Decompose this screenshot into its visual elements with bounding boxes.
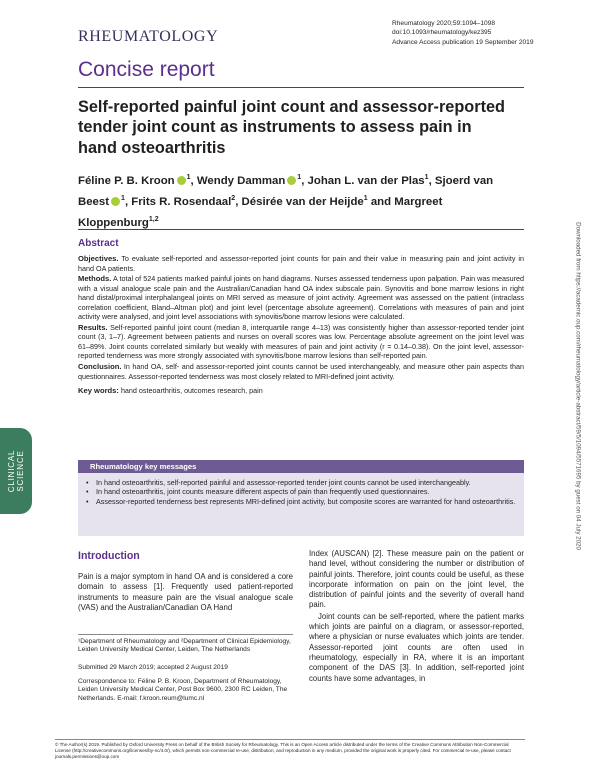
- article-title: Self-reported painful joint count and assessor-reported tender joint count as instruments to assess pain in hand osteoarthritis: [78, 98, 505, 157]
- orcid-icon[interactable]: [177, 176, 186, 185]
- author-affiliation-marker: 1: [186, 174, 191, 181]
- side-tab-line: SCIENCE: [16, 450, 25, 492]
- author-name: Margreet Kloppenburg: [78, 195, 443, 229]
- abstract-body: [78, 254, 524, 397]
- key-messages-list: [86, 478, 518, 506]
- body-paragraph: Joint counts can be self-reported, where the patient marks which joints are painful on a diagram, or assessor-reported, where a physician or nurse evaluates which joints are tender. Assessor-reported joint counts are often used in rheumatology, especially in RA, where it is an important component of the DAS [3]. In addition, self-reported joint counts have some advantages, in: [309, 611, 524, 683]
- abstract-text: To evaluate self-reported and assessor-reported joint counts for pain and their value in measuring pain and joint activity in hand OA patients.: [78, 254, 524, 273]
- author-name: Féline P. B. Kroon: [78, 174, 175, 187]
- author-affiliation-marker: 1: [121, 195, 125, 202]
- abstract-methods: [78, 274, 524, 322]
- abstract-results: [78, 323, 524, 361]
- abstract-label: Methods.: [78, 274, 112, 284]
- body-paragraph: Index (AUSCAN) [2]. These measure pain on the patient or hand level, without considering the number or distribution of painful joints. Therefore, joint counts could be useful, as these incorporate information on pain on the joint level, the distribution of painful joints and the severity of overall hand pain.: [309, 549, 524, 610]
- keywords-text: hand osteoarthritis, outcomes research, pain: [120, 386, 263, 396]
- abstract-text: In hand OA, self- and assessor-reported joint counts cannot be used interchangeably, and measure other pain aspects than questionnaires. Assessor-reported tenderness was most closely related to MRI-defined joint activity.: [78, 362, 524, 381]
- orcid-icon[interactable]: [287, 176, 296, 185]
- abstract-label: Results.: [78, 322, 108, 332]
- orcid-icon[interactable]: [111, 197, 120, 206]
- footer-divider: [55, 739, 525, 740]
- journal-logo: RHEUMATOLOGY: [78, 28, 219, 45]
- footnote-divider: [78, 634, 293, 635]
- doi-link[interactable]: doi:10.1093/rheumatology/kez395: [392, 29, 492, 37]
- author-name: Frits R. Rosendaal: [131, 195, 232, 208]
- key-message-item: • In hand osteoarthritis, joint counts measure different aspects of pain than frequently used questionnaires.: [86, 487, 518, 496]
- key-message-item: • In hand osteoarthritis, self-reported painful and assessor-reported tender joint counts cannot be used interchangeably.: [86, 478, 518, 487]
- author-list: Féline P. B. Kroon $^1$, Wendy Damman $^1$, Johan L. van der Plas$^1$, Sjoerd van Beest $^1$, Frits R. Rosendaal$^2$, Désirée van der Heijde$^1$ and Margreet Kloppenburg$^{1,2}$: [78, 174, 494, 229]
- divider: [78, 229, 524, 230]
- key-message-item: • Assessor-reported tenderness best represents MRI-defined joint activity, but composite scores are warranted for hand osteoarthritis.: [86, 497, 518, 506]
- submission-dates: Submitted 29 March 2019; accepted 2 August 2019: [78, 664, 228, 671]
- key-messages-header: [78, 460, 524, 473]
- correspondence-footnote: Correspondence to: Féline P. B. Kroon, Department of Rheumatology, Leiden University Medical Center, Post Box 9600, 2300 RC Leiden, The Netherlands. E-mail: f.kroon.reum@lumc.nl: [78, 678, 288, 702]
- author-name: Désirée van der Heijde: [241, 195, 364, 208]
- abstract-text: A total of 524 patients marked painful joints on hand diagrams. Nurses assessed tenderness upon palpation. Pain was measured with a visual analogue scale pain and the Australian/Canadian hand OA index subscale pain. Synovitis and bone marrow lesions in right hand distal/proximal interphalangeal joints on MRI served as measure of joint activity. Agreement was assessed on the patient (intraclass correlation coefficient, Bland–Altman plot) and joint level (percentage absolute agreement). Correlations with measures of pain and joint activity were analysed, and joint level associations with synovitis/bone marrow lesions were calculated.: [78, 274, 524, 322]
- citation-line: Rheumatology 2020;59:1094–1098: [392, 20, 496, 27]
- clinical-science-tab: [0, 428, 32, 514]
- abstract-label: Objectives.: [78, 254, 119, 263]
- author-name: Sjoerd van Beest: [78, 174, 494, 208]
- introduction-heading: Introduction: [78, 550, 140, 562]
- abstract-conclusion: [78, 362, 524, 381]
- author-affiliation-marker: 2: [231, 195, 236, 202]
- keywords: [78, 386, 524, 396]
- abstract-heading: Abstract: [78, 238, 119, 249]
- key-messages-title: Rheumatology key messages: [90, 462, 197, 471]
- author-affiliation-marker: 1: [424, 174, 429, 181]
- side-tab-line: CLINICAL: [7, 449, 16, 493]
- author-name: Johan L. van der Plas: [307, 174, 425, 187]
- key-messages-box: [78, 460, 524, 536]
- download-watermark: Downloaded from https://academic.oup.com/rheumatology/article-abstract/59/5/1094/5571695 by guest on 04 July 2020: [574, 222, 582, 550]
- author-affiliation-marker: 1: [297, 174, 302, 181]
- citation-line: Advance Access publication 19 September 2019: [392, 38, 534, 46]
- introduction-column-left: [78, 572, 293, 613]
- copyright-notice: © The Author(s) 2019. Published by Oxford University Press on behalf of the British Society for Rheumatology. This is an Open Access article distributed under the terms of the Creative Commons Attribution Non-Commercial License (http://creativecommons.org/licenses/by-nc/4.0/), which permits non-commercial re-use, distribution, and reproduction in any medium, provided the original work is properly cited. For commercial re-use, please contact journals.permissions@oup.com: [55, 742, 511, 759]
- author-name: Wendy Damman: [196, 174, 286, 187]
- abstract-objectives: [78, 254, 524, 273]
- section-type: Concise report: [78, 58, 215, 81]
- introduction-column-right: [309, 549, 524, 684]
- author-affiliation-marker: 1: [363, 195, 368, 202]
- affiliation-footnote: ¹Department of Rheumatology and ²Department of Clinical Epidemiology, Leiden University Medical Center, Leiden, The Netherlands: [78, 638, 291, 654]
- keywords-label: Key words:: [78, 386, 119, 396]
- abstract-text: Self-reported painful joint count (median 8, interquartile range 4–13) was consistently higher than assessor-reported tender joint count (3, 1–7). Agreement between patients and nurses on overall scores was low. Percentage absolute agreement on the joint level was 61–89%. Joint counts correlated similarly but weakly with measures of pain and joint activity (r = 0.14–0.38). On the joint level, assessor-reported tenderness was more strongly associated with synovitis/bone marrow lesions than self-reported pain.: [78, 322, 524, 361]
- author-affiliation-marker: 1,2: [148, 216, 159, 223]
- side-tab-label: [7, 450, 25, 492]
- body-paragraph: Pain is a major symptom in hand OA and is considered a core domain to assess [1]. Frequently used patient-reported instruments to measure pain are the visual analogue scale (VAS) and the Australian/Canadian OA Hand: [78, 572, 293, 612]
- abstract-label: Conclusion.: [78, 362, 122, 372]
- citation-block: [392, 19, 534, 47]
- divider: [78, 87, 524, 88]
